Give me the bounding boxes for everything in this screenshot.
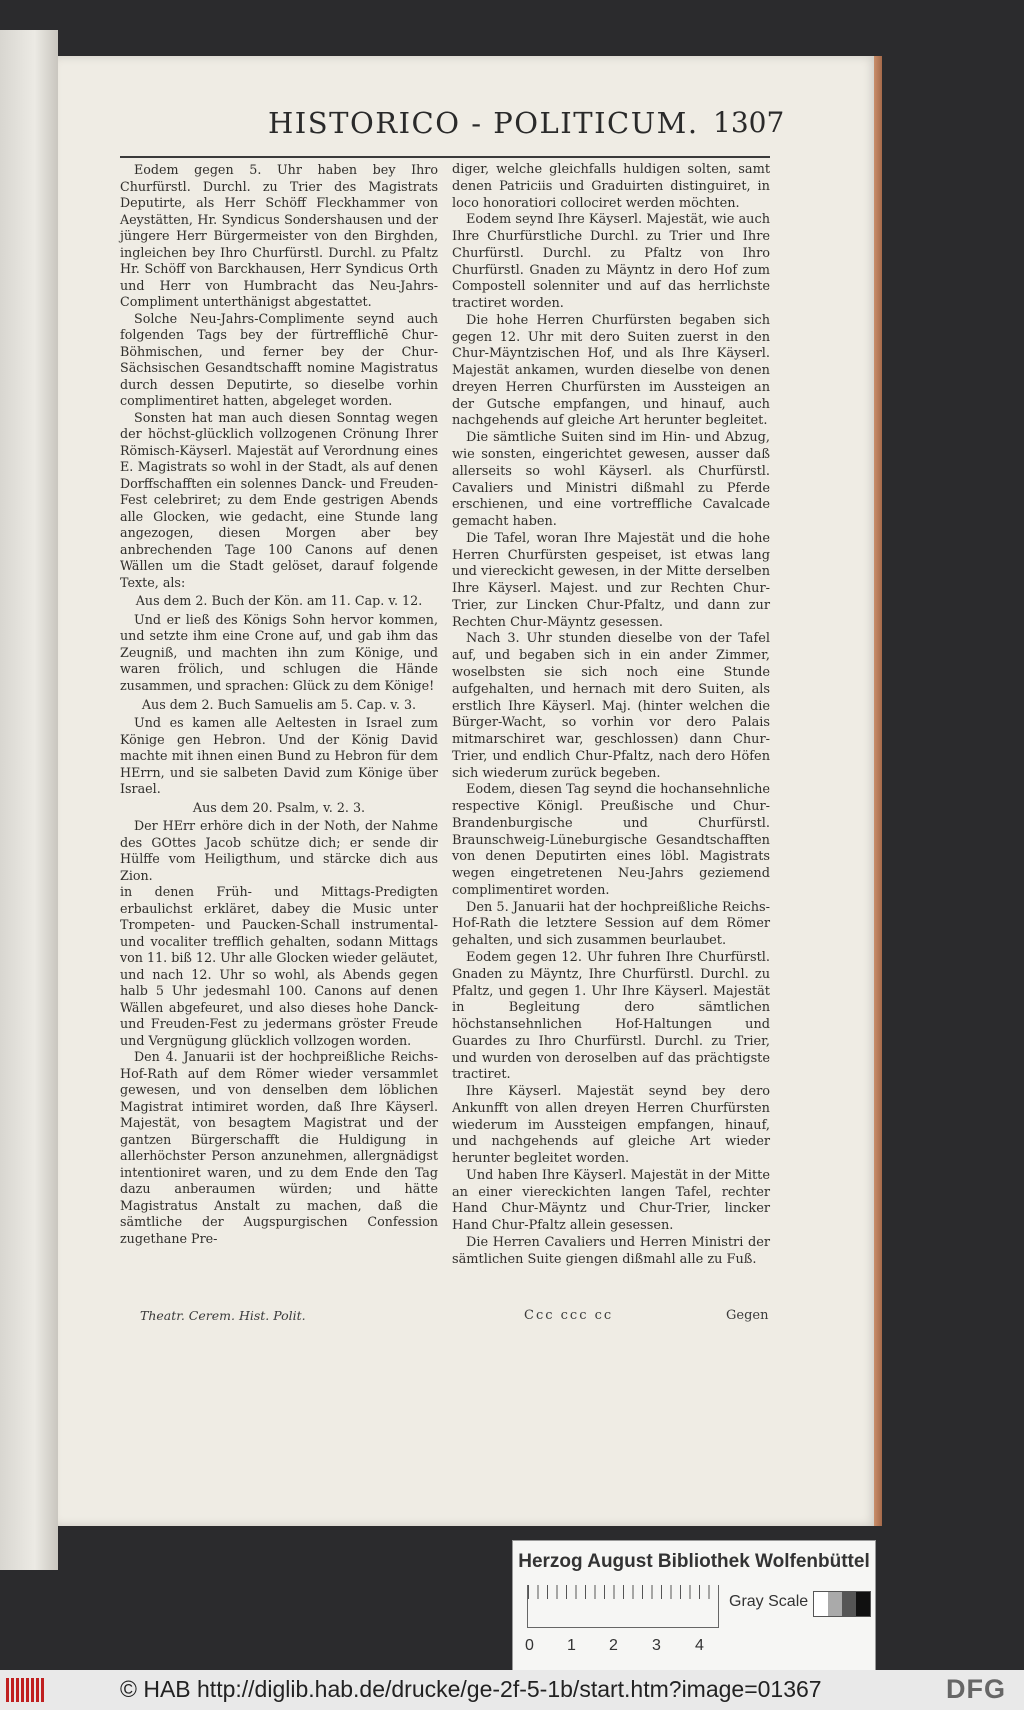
paragraph: Ihre Käyserl. Majestät seynd bey dero Ankunfft von allen dreyen Herren Churfürsten wiederum im Aussteigen empfangen, hinauf, und nachgehends auf gleiche Art wieder herunter begleitet worden. [452,1084,770,1167]
page-edge [874,56,882,1526]
paragraph: Eodem seynd Ihre Käyserl. Majestät, wie auch Ihre Churfürstliche Durchl. zu Trier und Ihre Churfürstl. Durchl. zu Pfaltz von Ihro Churfürstl. Gnaden zu Mäyntz in dero Hof zum Compostell solenniter und auf das herrlichste tractiret worden. [452,212,770,312]
scale-number: 1 [567,1637,576,1654]
paragraph: Die hohe Herren Churfürsten begaben sich gegen 12. Uhr mit dero Suiten zuerst in den Chur-Mäyntzischen Hof, und als Ihre Käyserl. Majestät ankamen, wurden dieselbe von denen dreyen Herren Churfürsten im Aussteigen an der Gutsche empfangen, und hinauf, auch nachgehends auf gleiche Art herunter begleitet. [452,312,770,429]
paragraph: Eodem gegen 12. Uhr fuhren Ihre Churfürstl. Gnaden zu Mäyntz, Ihre Churfürstl. Durchl. zu Pfaltz, und gegen 1. Uhr Ihre Käyserl. Majestät in Begleitung dero sämtlichen höchstansehnlichen Hof-Haltungen und Guardes zu Ihro Churfürstl. Durchl. zu Trier, und wurden von deroselben auf das prächtigste tractiret. [452,949,770,1083]
measurement-scale [527,1585,719,1628]
paragraph: in denen Früh- und Mittags-Predigten erbaulichst erkläret, dabey die Music unter Trompeten- und Paucken-Schall instrumental- und vocaliter trefflich gehalten, sodann Mittags von 11. biß 12. Uhr alle Glocken wieder geläutet, und nach 12. Uhr so wohl, als Abends gegen halb 5 Uhr jedesmahl 100. Canons auf denen Wällen abgefeuret, und also dieses hohe Danck- und Freuden-Fest zu jedermans gröster Freude und Vergnügung glücklich vollzogen worden. [120,884,438,1048]
signature-mark: Ccc ccc cc [524,1308,614,1323]
scripture-reference: Aus dem 20. Psalm, v. 2. 3. [192,799,366,815]
paragraph: Eodem, diesen Tag seynd die hochansehnliche respective Königl. Preußische und Chur-Brandenburgische und Churfürstl. Braunschweig-Lüneburgische Gesandtschafften von denen Deputirten eines löbl. Magistrats wegen eingetretenen Neu-Jahrs geziemend complimentiret worden. [452,782,770,898]
paragraph: Eodem gegen 5. Uhr haben bey Ihro Churfürstl. Durchl. zu Trier des Magistrats Deputirte, als Herr Schöff Fleckhammer von Aeystätten, Hr. Syndicus Sondershausen und der jüngere Herr Bürgermeister von den Birghden, ingleichen bey Ihro Churfürstl. Durchl. zu Pfaltz Hr. Schöff von Barckhausen, Herr Syndicus Orth und Herr von Humbracht das Neu-Jahrs-Compliment unterthänigst abgestattet. [120,162,438,310]
source-url-text[interactable]: © HAB http://diglib.hab.de/drucke/ge-2f-5-1b/start.htm?image=01367 [120,1676,822,1702]
paragraph: Den 4. Januarii ist der hochpreißliche Reichs-Hof-Rath auf dem Römer wieder versammlet gewesen, und von denselben dem löblichen Magistrat intimiret worden, daß Ihre Käyserl. Majestät, von besagtem Magistrat und der gantzen Bürgerschafft die Huldigung in allerhöchster Person anzunehmen, allergnädigst intentioniret waren, und zu dem Ende den Tag dazu anberaumen würden; und hätte Magistratus Anstalt zu machen, daß die sämtliche der Augspurgischen Confession zugethane Pre- [120,1049,438,1246]
header-rule [120,156,770,158]
gray-scale-swatch [813,1591,871,1617]
footer-bar [0,1670,1024,1710]
scale-number: 3 [652,1637,661,1654]
running-head: HISTORICO - POLITICUM. [268,106,699,140]
right-text-column [452,162,770,1269]
paragraph: Die Herren Cavaliers und Herren Ministri der sämtlichen Suite giengen dißmahl alle zu Fuß. [452,1235,770,1267]
paragraph: Und haben Ihre Käyserl. Majestät in der Mitte an einer viereckichten langen Tafel, rechter Hand Chur-Mäyntz und Chur-Trier, lincker Hand Chur-Pfaltz allein gesessen. [452,1167,770,1234]
footnote: Theatr. Cerem. Hist. Polit. [140,1308,306,1323]
facing-page-edge [0,30,58,1570]
paragraph: Den 5. Januarii hat der hochpreißliche Reichs-Hof-Rath die letztere Session auf dem Römer gehalten, und sich zusammen beurlaubet. [452,899,770,949]
scale-number: 0 [525,1637,534,1654]
scripture-reference: Aus dem 2. Buch Samuelis am 5. Cap. v. 3. [141,696,417,712]
hab-logo-icon [6,1678,44,1702]
label-title: Herzog August Bibliothek Wolfenbüttel [518,1551,870,1572]
library-label [512,1540,876,1672]
scripture-reference: Aus dem 2. Buch der Kön. am 11. Cap. v. 12. [135,593,423,609]
left-text-column [120,162,438,1248]
paragraph: Die Tafel, woran Ihre Majestät und die hohe Herren Churfürsten gespeiset, ist etwas lang und viereckicht gewesen, in der Mitte derselben Ihre Käyserl. Majest. und zur Rechten Chur-Trier, zur Lincken Chur-Pfaltz, und dann zur Rechten Chur-Mäyntz gesessen. [452,530,770,630]
paragraph: Nach 3. Uhr stunden dieselbe von der Tafel auf, und begaben sich in ein ander Zimmer, woselbsten sie sich noch eine Stunde aufgehalten, und hernach mit dero Suiten, als erstlich Ihre Käyserl. Maj. (hinter welchen die Bürger-Wacht, so vorhin vor dero Palais mitmarschiret war, geschlossen) dann Chur-Trier, und endlich Chur-Pfaltz, nach dero Höfen sich wiederum zurück begeben. [452,631,770,781]
dfg-logo: DFG [946,1674,1006,1704]
paragraph: Sonsten hat man auch diesen Sonntag wegen der höchst-glücklich vollzogenen Crönung Ihrer Römisch-Käyserl. Majestät auf Verordnung eines E. Magistrats so wohl in der Stadt, als auf denen Dorffschafften ein solennes Danck- und Freuden-Fest celebriret; zu dem Ende gestrigen Abends alle Glocken, wie gedacht, eine Stunde lang angezogen, diesen Morgen aber bey anbrechenden Tage 100 Canons auf denen Wällen um die Stadt gelöset, darauf folgende Texte, als: [120,409,438,590]
paragraph: Und er ließ des Königs Sohn hervor kommen, und setzte ihm eine Crone auf, und gab ihm das Zeugniß, und machten ihn zum Könige, und waren frölich, und schlugen die Hände zusammen, und sprachen: Glück zu dem Könige! [120,611,438,693]
catchword: Gegen [726,1308,769,1323]
paragraph: diger, welche gleichfalls huldigen solten, samt denen Patriciis und Graduirten distinguiret, in loco honoratiori collociret werden möchten. [452,162,770,211]
paragraph: Und es kamen alle Aeltesten in Israel zum Könige gen Hebron. Und der König David machte mit ihnen einen Bund zu Hebron für dem HErrn, und sie salbeten David zum Könige über Israel. [120,715,438,797]
paragraph: Der HErr erhöre dich in der Noth, der Nahme des GOttes Jacob schütze dich; er sende dir Hülffe vom Heiligthum, und stärcke dich aus Zion. [120,818,438,883]
scale-number: 4 [695,1637,704,1654]
scale-number: 2 [609,1637,618,1654]
paragraph: Die sämtliche Suiten sind im Hin- und Abzug, wie sonsten, eingerichtet gewesen, ausser daß allerseits so wohl Käyserl. als Churfürstl. Cavaliers und Ministri dißmahl zu Pferde erschienen, und eine vortreffliche Cavalcade gemacht haben. [452,430,770,530]
paragraph: Solche Neu-Jahrs-Complimente seynd auch folgenden Tags bey der fürtrefflichē Chur-Böhmischen, und ferner bey der Chur-Sächsischen Gesandtschafft nomine Magistratus durch dessen Deputirte, so dieselbe vorhin complimentiret hatten, abgeleget worden. [120,310,438,409]
gray-scale-label: Gray Scale [729,1593,809,1610]
page-number: 1307 [713,106,785,139]
